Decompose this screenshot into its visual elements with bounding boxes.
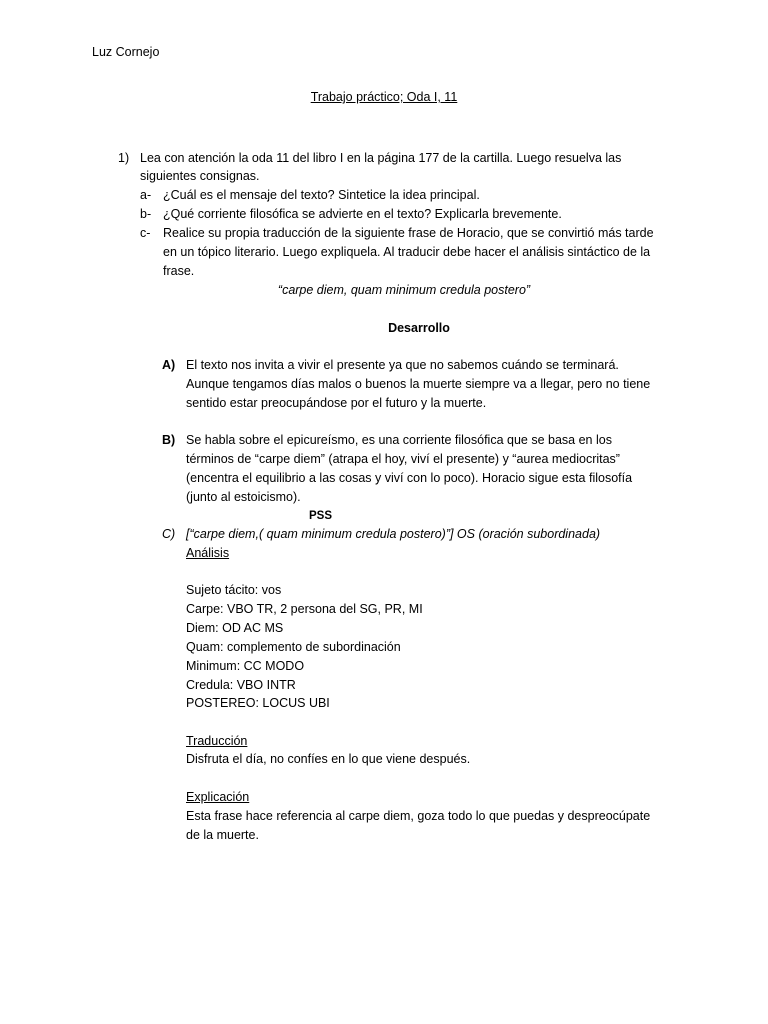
- item-marker-a: a-: [140, 188, 152, 202]
- item-text-c: en un tópico literario. Luego expliquela. Al traducir debe hacer el análisis sintáctico de la: [163, 245, 651, 259]
- development-heading: Desarrollo: [388, 321, 450, 335]
- explanation-line: Esta frase hace referencia al carpe diem, goza todo lo que puedas y despreocúpate: [186, 809, 651, 823]
- answer-a-line: Aunque tengamos días malos o buenos la muerte siempre va a llegar, pero no tiene: [186, 377, 651, 391]
- answer-b-line: términos de “carpe diem” (atrapa el hoy, viví el presente) y “aurea mediocritas”: [186, 452, 620, 466]
- explanation-heading: Explicación: [186, 790, 250, 804]
- answer-marker-a: A): [162, 358, 176, 372]
- analysis-item: Credula: VBO INTR: [186, 678, 296, 692]
- answer-a-line: El texto nos invita a vivir el presente ya que no sabemos cuándo se terminará.: [186, 358, 619, 372]
- analysis-item: Quam: complemento de subordinación: [186, 640, 401, 654]
- assignment-number: 1): [118, 151, 130, 165]
- analysis-heading: Análisis: [186, 546, 230, 560]
- answer-b-line: Se habla sobre el epicureísmo, es una corriente filosófica que se basa en los: [186, 433, 612, 447]
- analysis-item: Minimum: CC MODO: [186, 659, 305, 673]
- translation-text: Disfruta el día, no confíes en lo que viene después.: [186, 752, 471, 766]
- horace-quote: “carpe diem, quam minimum credula postero”: [277, 283, 531, 297]
- item-text-c: frase.: [163, 264, 195, 278]
- analysis-item: Carpe: VBO TR, 2 persona del SG, PR, MI: [186, 602, 423, 616]
- answer-b-line: (junto al estoicismo).: [186, 490, 301, 504]
- answer-a-line: sentido estar preocupándose por el futuro y la muerte.: [186, 396, 487, 410]
- item-text-a: ¿Cuál es el mensaje del texto? Sintetice la idea principal.: [163, 188, 480, 202]
- author-name: Luz Cornejo: [92, 45, 160, 59]
- analysis-item: POSTEREO: LOCUS UBI: [186, 696, 330, 710]
- analyzed-sentence: [“carpe diem,( quam minimum credula postero)”] OS (oración subordinada): [186, 527, 601, 541]
- analysis-item: Diem: OD AC MS: [186, 621, 284, 635]
- item-marker-b: b-: [140, 207, 152, 221]
- document-title: Trabajo práctico; Oda I, 11: [310, 90, 458, 104]
- explanation-line: de la muerte.: [186, 828, 259, 842]
- translation-heading: Traducción: [186, 734, 248, 748]
- item-text-c: Realice su propia traducción de la siguiente frase de Horacio, que se convirtió más tarde: [163, 226, 654, 240]
- item-text-b: ¿Qué corriente filosófica se advierte en el texto? Explicarla brevemente.: [163, 207, 562, 221]
- analysis-item: Sujeto tácito: vos: [186, 583, 282, 597]
- assignment-intro-line: siguientes consignas.: [140, 169, 260, 183]
- answer-marker-b: B): [162, 433, 176, 447]
- answer-marker-c: C): [162, 527, 176, 541]
- item-marker-c: c-: [140, 226, 151, 240]
- assignment-intro-line: Lea con atención la oda 11 del libro I en la página 177 de la cartilla. Luego resuelva las: [140, 151, 622, 165]
- pss-label: PSS: [309, 510, 333, 522]
- answer-b-line: (encentra el equilibrio a las cosas y viví con lo poco). Horacio sigue esta filosofía: [186, 471, 633, 485]
